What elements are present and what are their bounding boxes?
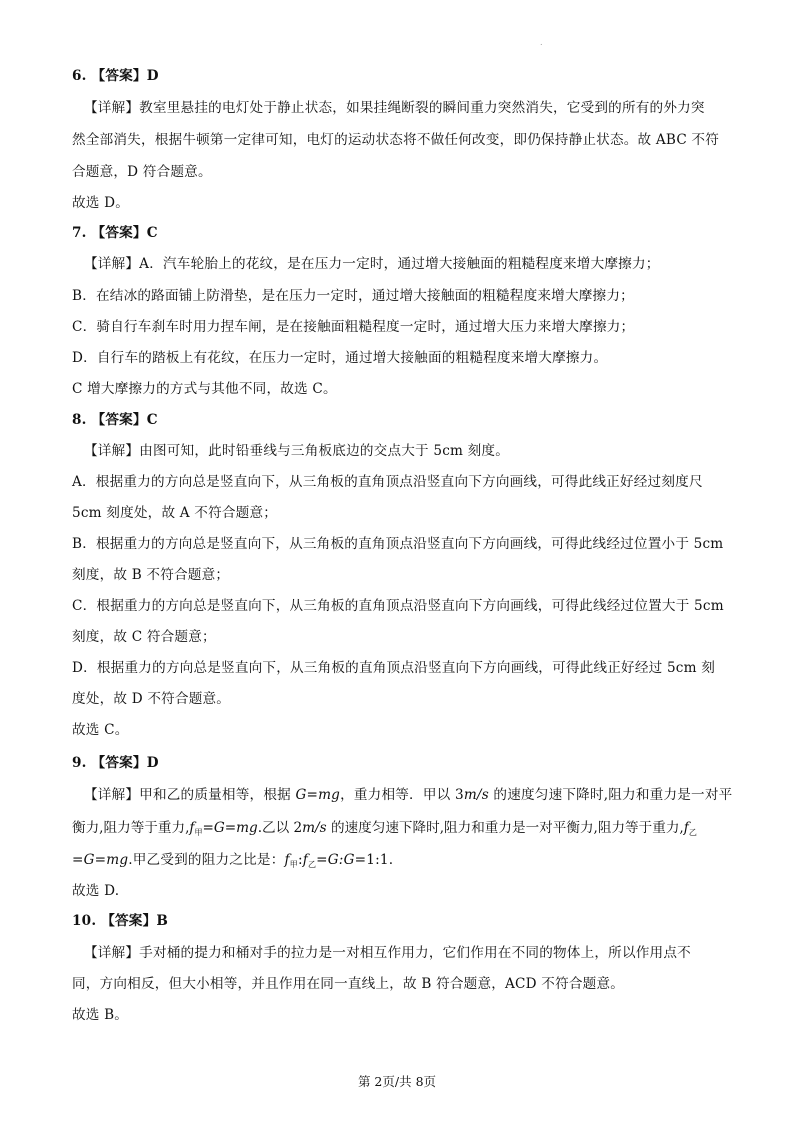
q8-line-10: 故选 C。 xyxy=(72,722,129,738)
q9-answer-bracket: 【答案】 xyxy=(91,755,147,771)
q8-heading xyxy=(72,410,734,430)
q10-answer-bracket: 【答案】 xyxy=(101,913,157,929)
q9-l2-sub-jia: 甲 xyxy=(194,828,203,837)
q7-answer-bracket: 【答案】 xyxy=(91,225,147,241)
q10-line-2: 同，方向相反，但大小相等，并且作用在同一直线上，故 B 符合题意，ACD 不符合题意。 xyxy=(72,976,625,992)
q9-l1-unit: m/s xyxy=(463,787,489,803)
q9-line-3 xyxy=(72,850,734,875)
page-footer: 第 2页/共 8页 xyxy=(357,1074,437,1089)
q7-line-5: C 增大摩擦力的方式与其他不同，故选 C。 xyxy=(72,381,337,397)
q8-line-4: B．根据重力的方向总是竖直向下，从三角板的直角顶点沿竖直向下方向画线，可得此线经过位置小于 5cm xyxy=(72,536,724,552)
q8-answer-bracket: 【答案】 xyxy=(91,412,147,428)
q6-line-2: 然全部消失，根据牛顿第一定律可知，电灯的运动状态将不做任何改变，即仍保持静止状态。故 ABC 不符 xyxy=(72,132,720,148)
corner-mark: . xyxy=(540,38,543,47)
q10-number: 10. xyxy=(72,913,97,929)
q9-l1-c: ，重力相等．甲以 3 xyxy=(340,787,464,803)
q7-heading xyxy=(72,223,734,243)
q9-l1-e: 的速度匀速下降时,阻力和重力是一对平 xyxy=(488,787,733,803)
q6-line-1: 【详解】教室里悬挂的电灯处于静止状态，如果挂绳断裂的瞬间重力突然消失，它受到的所有的外力突 xyxy=(84,100,705,116)
q8-number: 8. xyxy=(72,412,87,428)
q9-l3-f2: f xyxy=(302,852,308,868)
q9-l3-sub-yi: 乙 xyxy=(307,860,317,869)
q10-heading xyxy=(72,911,734,931)
q9-l2-c: .乙以 2 xyxy=(257,820,303,836)
q9-l3-sub-jia: 甲 xyxy=(289,860,298,869)
q9-line-4: 故选 D. xyxy=(72,883,120,899)
q9-number: 9. xyxy=(72,755,87,771)
q6-line-3: 合题意，D 符合题意。 xyxy=(72,164,212,180)
q8-line-8: D．根据重力的方向总是竖直向下，从三角板的直角顶点沿竖直向下方向画线，可得此线正好经过 5cm 刻 xyxy=(72,660,716,676)
q8-line-1: 【详解】由图可知，此时铅垂线与三角板底边的交点大于 5cm 刻度。 xyxy=(84,443,510,459)
q9-l3-result: =1:1. xyxy=(354,852,394,868)
q9-l3-colon: : xyxy=(297,852,303,868)
q7-line-3: C．骑自行车刹车时用力捏车闸，是在接触面粗糙程度一定时，通过增大压力来增大摩擦力； xyxy=(72,319,635,335)
q9-line-1 xyxy=(84,785,734,805)
q8-answer: C xyxy=(146,412,158,428)
q9-l2-a: 衡力,阻力等于重力, xyxy=(72,820,190,836)
q7-line-4: D．自行车的踏板上有花纹，在压力一定时，通过增大接触面的粗糙程度来增大摩擦力。 xyxy=(72,350,608,366)
q9-l2-unit: m/s xyxy=(302,820,327,836)
q9-heading xyxy=(72,753,734,773)
q6-number: 6. xyxy=(72,68,87,84)
q8-line-2: A．根据重力的方向总是竖直向下，从三角板的直角顶点沿竖直向下方向画线，可得此线正好经过刻度尺 xyxy=(72,474,703,490)
q6-answer: D xyxy=(146,68,159,84)
q9-l3-ratio: =G:G xyxy=(316,852,355,868)
q9-line-2 xyxy=(72,818,734,843)
q9-l2-f: f xyxy=(189,820,195,836)
q9-l1-a: 【详解】甲和乙的质量相等，根据 xyxy=(84,787,296,803)
q9-l3-b: .甲乙受到的阻力之比是： xyxy=(128,852,285,868)
q7-line-1: 【详解】A．汽车轮胎上的花纹，是在压力一定时，通过增大接触面的粗糙程度来增大摩擦力； xyxy=(84,256,660,272)
q9-l2-sub-yi: 乙 xyxy=(688,828,697,837)
q10-line-1: 【详解】手对桶的提力和桶对手的拉力是一对相互作用力，它们作用在不同的物体上，所以作用点不 xyxy=(84,945,691,961)
q9-l3-f: f xyxy=(284,852,290,868)
q9-answer: D xyxy=(146,755,159,771)
q9-l2-e: 的速度匀速下降时,阻力和重力是一对平衡力,阻力等于重力, xyxy=(326,820,684,836)
q8-line-3: 5cm 刻度处，故 A 不符合题意； xyxy=(72,505,278,521)
q7-number: 7. xyxy=(72,225,87,241)
q8-line-5: 刻度，故 B 不符合题意； xyxy=(72,567,230,583)
q8-line-7: 刻度，故 C 符合题意； xyxy=(72,629,216,645)
q6-heading xyxy=(72,66,734,86)
q8-line-9: 度处，故 D 不符合题意。 xyxy=(72,691,231,707)
q6-answer-bracket: 【答案】 xyxy=(91,68,147,84)
q7-line-2: B．在结冰的路面铺上防滑垫，是在压力一定时，通过增大接触面的粗糙程度来增大摩擦力； xyxy=(72,288,634,304)
q10-line-3: 故选 B。 xyxy=(72,1007,129,1023)
q9-l1-formula: G=mg xyxy=(295,787,341,803)
q10-answer: B xyxy=(156,913,169,929)
q8-line-6: C．根据重力的方向总是竖直向下，从三角板的直角顶点沿竖直向下方向画线，可得此线经过位置大于 5cm xyxy=(72,598,724,614)
q9-l2-f2: f xyxy=(683,820,689,836)
q9-l3-formula: =G=mg xyxy=(72,852,129,868)
q6-line-4: 故选 D。 xyxy=(72,195,130,211)
q9-l2-formula: =G=mg xyxy=(202,820,258,836)
q7-answer: C xyxy=(146,225,158,241)
